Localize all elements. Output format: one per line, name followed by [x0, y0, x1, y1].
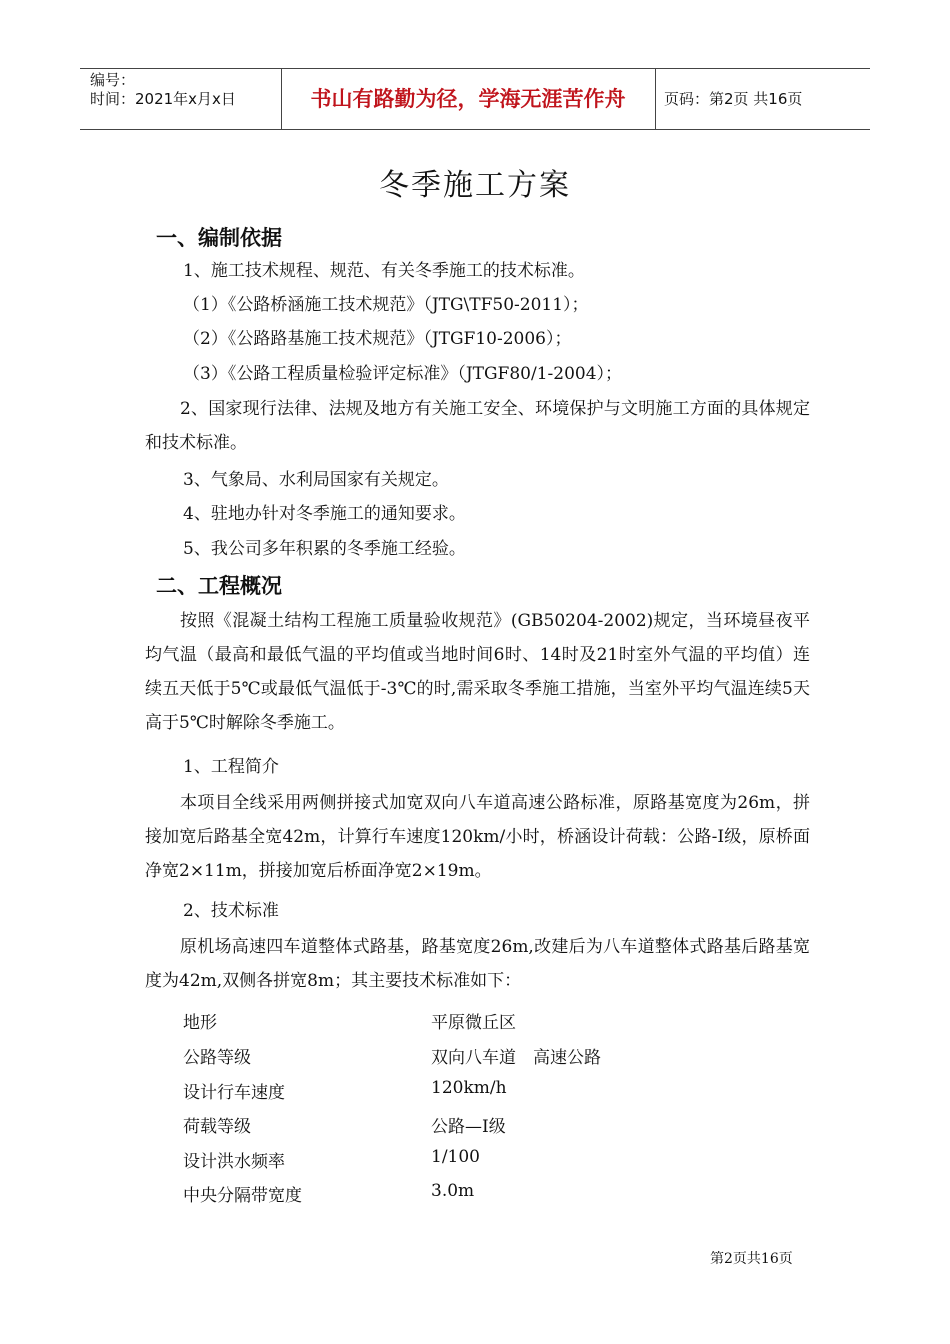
- standard-row: [183, 1112, 506, 1137]
- standard-row: [183, 1043, 601, 1068]
- document-title: 冬季施工方案: [379, 168, 571, 203]
- paragraph: 按照《混凝土结构工程施工质量验收规范》(GB50204-2002)规定，当环境昼夜平均气温（最高和最低气温的平均值或当地时间6时、14时及21时室外气温的平均值）连续五天低于5℃或最低气温低于-3℃的时,需采取冬季施工措施，当室外平均气温连续5天高于5℃时解除冬季施工。: [145, 611, 810, 733]
- standard-row: [183, 1008, 516, 1033]
- standard-value: 平原微丘区: [431, 1013, 516, 1033]
- list-item: （1）《公路桥涵施工技术规范》（JTG\TF50-2011）；: [183, 295, 589, 315]
- list-item: （2）《公路路基施工技术规范》（JTGF10-2006）；: [183, 329, 572, 349]
- standard-row: [183, 1078, 507, 1103]
- standard-row: [183, 1147, 480, 1172]
- section-heading: 二、工程概况: [156, 574, 282, 598]
- standard-value: 1/100: [431, 1147, 480, 1167]
- subsection-title: 1、工程简介: [183, 757, 279, 777]
- list-item: 1、施工技术规程、规范、有关冬季施工的技术标准。: [183, 261, 585, 281]
- page-header: [80, 68, 870, 130]
- header-meta: [90, 71, 236, 109]
- section-heading: 一、编制依据: [156, 226, 282, 250]
- paragraph: 原机场高速四车道整体式路基，路基宽度26m,改建后为八车道整体式路基后路基宽度为42m,双侧各拼宽8m；其主要技术标准如下：: [145, 937, 810, 991]
- standard-row: [183, 1181, 475, 1206]
- standard-label: 设计洪水频率: [183, 1152, 285, 1172]
- standard-value: 120km/h: [431, 1078, 507, 1098]
- standard-value: 双向八车道 高速公路: [431, 1048, 601, 1068]
- header-time: 时间：2021年x月x日: [90, 90, 236, 108]
- standard-label: 中央分隔带宽度: [183, 1186, 302, 1206]
- header-motto: 书山有路勤为径，学海无涯苦作舟: [310, 87, 626, 111]
- standard-label: 荷载等级: [183, 1117, 251, 1137]
- list-item: 4、驻地办针对冬季施工的通知要求。: [183, 504, 466, 524]
- standard-value: 公路—Ⅰ级: [431, 1117, 506, 1137]
- header-number: 编号：: [90, 71, 136, 89]
- standard-label: 地形: [183, 1013, 217, 1033]
- subsection-title: 2、技术标准: [183, 901, 279, 921]
- page-footer: 第2页共16页: [710, 1251, 793, 1267]
- standard-value: 3.0m: [431, 1181, 475, 1201]
- standard-label: 公路等级: [183, 1048, 251, 1068]
- list-item: 2、国家现行法律、法规及地方有关施工安全、环境保护与文明施工方面的具体规定和技术标准。: [145, 399, 810, 453]
- header-page-code: 页码：第2页 共16页: [664, 90, 803, 108]
- list-item: （3）《公路工程质量检验评定标准》（JTGF80/1-2004）；: [183, 364, 623, 384]
- header-divider: [655, 69, 656, 129]
- list-item: 5、我公司多年积累的冬季施工经验。: [183, 539, 466, 559]
- list-item: 3、气象局、水利局国家有关规定。: [183, 470, 449, 490]
- paragraph: 本项目全线采用两侧拼接式加宽双向八车道高速公路标准，原路基宽度为26m，拼接加宽后路基全宽42m，计算行车速度120km/小时，桥涵设计荷载：公路-I级，原桥面净宽2×11m，拼接加宽后桥面净宽2×19m。: [145, 793, 810, 881]
- standard-label: 设计行车速度: [183, 1083, 285, 1103]
